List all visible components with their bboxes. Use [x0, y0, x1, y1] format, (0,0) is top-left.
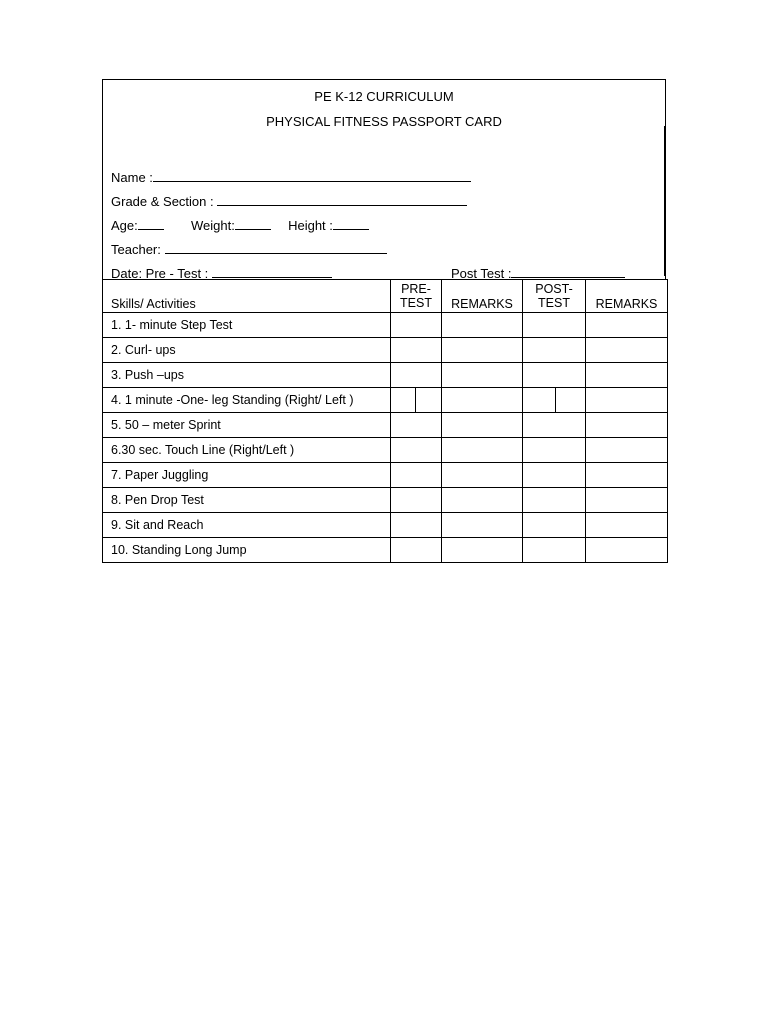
- post-test-remarks-cell[interactable]: [586, 413, 668, 438]
- post-test-cell[interactable]: [523, 488, 586, 513]
- table-row: [103, 488, 668, 513]
- age-weight-height-field: [111, 216, 369, 233]
- skill-name: 8. Pen Drop Test: [103, 488, 391, 513]
- post-test-cell[interactable]: [523, 463, 586, 488]
- pre-test-remarks-cell[interactable]: [442, 488, 523, 513]
- table-row: [103, 413, 668, 438]
- pre-test-cell[interactable]: [391, 513, 442, 538]
- post-test-header: POST- TEST: [523, 280, 586, 313]
- grade-section-field: [111, 192, 467, 209]
- pre-test-remarks-cell[interactable]: [442, 388, 523, 413]
- teacher-label: Teacher:: [111, 242, 161, 257]
- post-test-remarks-cell[interactable]: [586, 388, 668, 413]
- post-test-remarks-cell[interactable]: [586, 313, 668, 338]
- pre-test-cell[interactable]: [391, 413, 442, 438]
- pre-test-remarks-cell[interactable]: [442, 463, 523, 488]
- post-test-date-line: [511, 264, 625, 278]
- pre-test-cell[interactable]: [391, 313, 442, 338]
- post-test-cell[interactable]: [523, 538, 586, 563]
- pre-test-date-line: [212, 264, 332, 278]
- table-row: [103, 388, 668, 413]
- post-test-remarks-cell[interactable]: [586, 513, 668, 538]
- post-test-cell[interactable]: [523, 338, 586, 363]
- skill-name: 1. 1- minute Step Test: [103, 313, 391, 338]
- post-test-cell[interactable]: [523, 413, 586, 438]
- table-row: [103, 463, 668, 488]
- post-test-remarks-cell[interactable]: [586, 438, 668, 463]
- post-test-cell[interactable]: [523, 438, 586, 463]
- grade-section-label: Grade & Section :: [111, 194, 214, 209]
- post-test-date-label: Post Test :: [451, 266, 512, 281]
- name-field: [111, 168, 471, 185]
- post-test-remarks-cell[interactable]: [586, 538, 668, 563]
- height-line: [333, 216, 369, 230]
- post-test-cell[interactable]: [523, 313, 586, 338]
- pre-test-date-label: Date: Pre - Test :: [111, 266, 209, 281]
- post-test-remarks-cell[interactable]: [586, 488, 668, 513]
- skill-name: 9. Sit and Reach: [103, 513, 391, 538]
- teacher-line: [165, 240, 387, 254]
- post-test-remarks-header: REMARKS: [586, 280, 668, 313]
- height-label: Height :: [288, 218, 333, 233]
- pre-test-cell[interactable]: [391, 538, 442, 563]
- table-row: [103, 363, 668, 388]
- skills-header: Skills/ Activities: [103, 280, 391, 313]
- skill-name: 10. Standing Long Jump: [103, 538, 391, 563]
- weight-label: Weight:: [191, 218, 235, 233]
- skill-name: 7. Paper Juggling: [103, 463, 391, 488]
- age-line: [138, 216, 164, 230]
- post-test-cell-split[interactable]: [523, 388, 586, 413]
- skill-name: 3. Push –ups: [103, 363, 391, 388]
- pre-test-remarks-cell[interactable]: [442, 363, 523, 388]
- table-row: [103, 313, 668, 338]
- skill-name: 4. 1 minute -One- leg Standing (Right/ Left ): [103, 388, 391, 413]
- passport-card: [102, 79, 666, 280]
- pre-test-cell[interactable]: [391, 463, 442, 488]
- pre-test-header: PRE- TEST: [391, 280, 442, 313]
- table-header-row: [103, 280, 668, 313]
- post-test-remarks-cell[interactable]: [586, 363, 668, 388]
- teacher-field: [111, 240, 387, 257]
- card-right-edge: [664, 126, 666, 276]
- table-row: [103, 438, 668, 463]
- table-row: [103, 538, 668, 563]
- skill-name: 6.30 sec. Touch Line (Right/Left ): [103, 438, 391, 463]
- table-row: [103, 513, 668, 538]
- curriculum-title: PE K-12 CURRICULUM: [314, 89, 454, 104]
- pre-test-cell[interactable]: [391, 363, 442, 388]
- pre-test-cell[interactable]: [391, 338, 442, 363]
- skill-name: 2. Curl- ups: [103, 338, 391, 363]
- pre-test-remarks-cell[interactable]: [442, 313, 523, 338]
- grade-section-line: [217, 192, 467, 206]
- name-line: [153, 168, 471, 182]
- pre-test-remarks-cell[interactable]: [442, 538, 523, 563]
- skill-name: 5. 50 – meter Sprint: [103, 413, 391, 438]
- card-title: PHYSICAL FITNESS PASSPORT CARD: [266, 114, 502, 129]
- post-test-remarks-cell[interactable]: [586, 338, 668, 363]
- pre-test-cell[interactable]: [391, 438, 442, 463]
- pre-test-cell[interactable]: [391, 488, 442, 513]
- skills-table: [102, 279, 668, 563]
- post-test-remarks-cell[interactable]: [586, 463, 668, 488]
- post-test-cell[interactable]: [523, 363, 586, 388]
- pre-test-remarks-cell[interactable]: [442, 338, 523, 363]
- weight-line: [235, 216, 271, 230]
- pre-test-remarks-cell[interactable]: [442, 513, 523, 538]
- name-label: Name :: [111, 170, 153, 185]
- pre-test-remarks-header: REMARKS: [442, 280, 523, 313]
- age-label: Age:: [111, 218, 138, 233]
- pre-test-remarks-cell[interactable]: [442, 413, 523, 438]
- pre-test-remarks-cell[interactable]: [442, 438, 523, 463]
- pre-test-cell-split[interactable]: [391, 388, 442, 413]
- table-row: [103, 338, 668, 363]
- post-test-cell[interactable]: [523, 513, 586, 538]
